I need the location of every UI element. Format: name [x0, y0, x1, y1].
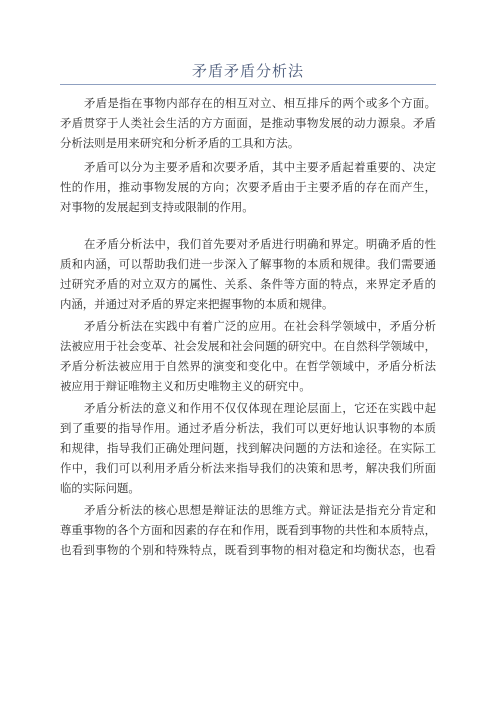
- paragraph-1: [60, 93, 436, 153]
- paragraph-line: 在矛盾分析法中，我们首先要对矛盾进行明确和界定。明确矛盾的性: [84, 237, 436, 251]
- paragraph-4: [60, 316, 436, 396]
- title-underline: [60, 84, 436, 85]
- paragraph-line: 内涵，并通过对矛盾的界定来把握事物的本质和规律。: [60, 297, 334, 311]
- paragraph-line: 过研究矛盾的对立双方的属性、关系、条件等方面的特点，来界定矛盾的: [60, 277, 436, 291]
- document-title: 矛盾矛盾分析法: [191, 62, 304, 80]
- paragraph-line: 到了重要的指导作用。通过矛盾分析法，我们可以更好地认识事物的本质: [60, 421, 436, 435]
- paragraph-3: [60, 234, 436, 314]
- paragraph-line: 矛盾贯穿于人类社会生活的方方面面，是推动事物发展的动力源泉。矛盾: [60, 116, 436, 130]
- paragraph-5: [60, 398, 436, 498]
- paragraph-line: 质和内涵，可以帮助我们进一步深入了解事物的本质和规律。我们需要通: [60, 257, 436, 271]
- paragraph-line: 和规律，指导我们正确处理问题，找到解决问题的方法和途径。在实际工: [60, 441, 436, 455]
- paragraph-2: [60, 157, 436, 217]
- paragraph-line: 性的作用，推动事物发展的方向；次要矛盾由于主要矛盾的存在而产生，: [60, 180, 436, 194]
- paragraph-line: 矛盾分析法被应用于自然界的演变和变化中。在哲学领域中，矛盾分析法: [60, 359, 436, 373]
- paragraph-line: 矛盾分析法在实践中有着广泛的应用。在社会科学领域中，矛盾分析: [84, 319, 436, 333]
- paragraph-line: 矛盾是指在事物内部存在的相互对立、相互排斥的两个或多个方面。: [84, 96, 436, 110]
- paragraph-line: 分析法则是用来研究和分析矛盾的工具和方法。: [60, 136, 300, 150]
- paragraph-line: 临的实际问题。: [60, 481, 140, 495]
- paragraph-line: 对事物的发展起到支持或限制的作用。: [60, 200, 254, 214]
- paragraph-line: 被应用于辩证唯物主义和历史唯物主义的研究中。: [60, 379, 311, 393]
- paragraph-line: 法被应用于社会变革、社会发展和社会问题的研究中。在自然科学领域中，: [60, 339, 436, 353]
- paragraph-line: 作中，我们可以利用矛盾分析法来指导我们的决策和思考，解决我们所面: [60, 461, 436, 475]
- paragraph-line: 也看到事物的个别和特殊特点，既看到事物的相对稳定和均衡状态，也看: [60, 543, 436, 557]
- paragraph-line: 矛盾分析法的意义和作用不仅仅体现在理论层面上，它还在实践中起: [84, 401, 436, 415]
- paragraph-6: [60, 500, 436, 560]
- paragraph-line: 矛盾分析法的核心思想是辩证法的思维方式。辩证法是指充分肯定和: [84, 503, 436, 517]
- paragraph-line: 尊重事物的各个方面和因素的存在和作用，既看到事物的共性和本质特点，: [60, 523, 436, 537]
- paragraph-line: 矛盾可以分为主要矛盾和次要矛盾，其中主要矛盾起着重要的、决定: [84, 160, 436, 174]
